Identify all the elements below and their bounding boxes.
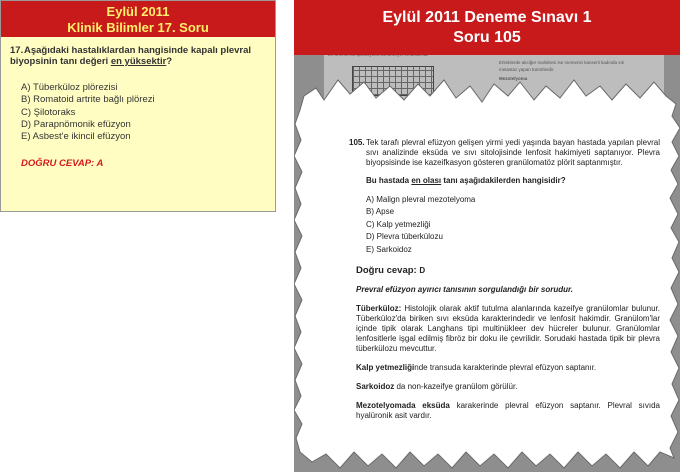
left-card-header: [1, 1, 275, 37]
left-option-c: C) Şilotoraks: [21, 106, 76, 118]
left-title-line1: Eylül 2011: [106, 4, 170, 19]
question-ask-part2: tanı aşağıdakilerden hangisidir?: [441, 176, 566, 185]
background-snippet-2: Erkeklerde akciğer malinitesi ise memenin kanserli kadında sık: [499, 60, 625, 65]
left-question-text: [10, 45, 272, 67]
left-title-line2: Klinik Bilimler 17. Soru: [67, 20, 209, 35]
question-ask: [366, 176, 660, 186]
explanation-tuberculosis: [356, 304, 660, 354]
left-question-emphasis: en yüksektir: [110, 56, 167, 67]
question-ask-part1: Bu hastada: [366, 176, 412, 185]
left-option-d: D) Parapnömonik efüzyon: [21, 118, 131, 130]
option-c: C) Kalp yetmezliği: [366, 219, 431, 229]
left-option-b: B) Romatoid artrite bağlı plörezi: [21, 94, 155, 106]
explanation-intro: Prevral efüzyon ayırıcı tanısının sorgulandığı bir sorudur.: [356, 285, 573, 295]
background-snippet-4: Mezotelyoma: [499, 76, 528, 81]
right-panel-header: [294, 0, 680, 55]
explanation-sarcoidosis: [356, 382, 660, 392]
option-b: B) Apse: [366, 207, 395, 217]
mesothelioma-term: Mezotelyomada eksüda: [356, 401, 450, 411]
heart-failure-text: nde transuda karakterinde plevral efüzyon saptanır.: [414, 363, 597, 373]
left-option-a: A) Tüberküloz plörezisi: [21, 82, 118, 93]
heart-failure-term: Kalp yetmezliği: [356, 363, 415, 373]
correct-answer-value: D: [419, 266, 426, 276]
left-question-end: ?: [166, 56, 173, 67]
left-question-number: 17.: [10, 45, 24, 56]
question-stem: Tek tarafı plevral efüzyon gelişen yirmi yedi yaşında bayan hastada yapılan plevral sıvı analizinde eksüda ve sıvı sitolojisinde lenfosit hakimiyeti saptanıyor. Plevra biyopsisinde ise kazeifkasyon gösteren granülomatöz plörit saptanmıştır.: [366, 138, 660, 167]
tuberculosis-term: Tüberküloz:: [356, 304, 402, 314]
background-snippet-3: metastaz yapan tümörlerdir.: [499, 67, 555, 72]
right-question-panel: [294, 0, 680, 472]
explanation-mesothelioma: [356, 401, 660, 421]
left-correct-answer: DOĞRU CEVAP: A: [21, 158, 104, 169]
right-title-line2: Soru 105: [453, 29, 521, 46]
left-options-list: [21, 82, 155, 143]
question-ask-emphasis: en olası: [411, 176, 442, 185]
sarcoidosis-text: da non-kazeifye granülom görülür.: [394, 382, 518, 392]
option-d: D) Plevra tüberkülozu: [366, 232, 443, 242]
correct-answer-row: [356, 266, 660, 276]
explanation-heart-failure: [356, 363, 660, 373]
question-paper: [349, 138, 660, 421]
question-number: 105.: [349, 138, 365, 147]
tuberculosis-text: Histolojik olarak aktif tutulma alanlarında kazeifye granülomlar bulunur. Tüberküloz'da biriken sıvı eksüda karakterindedir ve lenfosit hakimdir. Granülom'lar içinde tipik olarak Langhans tipi multinükleer dev hücreler bulunur. Granülomlar lenfositlerle işgal edilmiş fibröz bir doku ile çevrilidir. Sorudaki hastada tipik bir plevra tüberkülozu mevcuttur.: [356, 304, 660, 354]
right-title-line1: Eylül 2011 Deneme Sınavı 1: [382, 9, 592, 26]
question-options-list: [366, 194, 660, 256]
option-a: A) Malign plevral mezotelyoma: [366, 195, 476, 204]
mesothelioma-text: karakerinde plevral efüzyon saptanır. Plevral sıvıda hyalüronik asit vardır.: [356, 401, 660, 421]
sarcoidosis-term: Sarkoidoz: [356, 382, 395, 392]
option-e: E) Sarkoidoz: [366, 244, 412, 254]
left-question-part1: Aşağıdaki hastalıklardan hangisinde kapalı plevral biyopsinin tanı değeri: [10, 45, 252, 67]
left-question-card: [0, 0, 276, 212]
left-option-e: E) Asbest'e ikincil efüzyon: [21, 131, 131, 143]
correct-answer-label: Doğru cevap:: [356, 265, 417, 277]
